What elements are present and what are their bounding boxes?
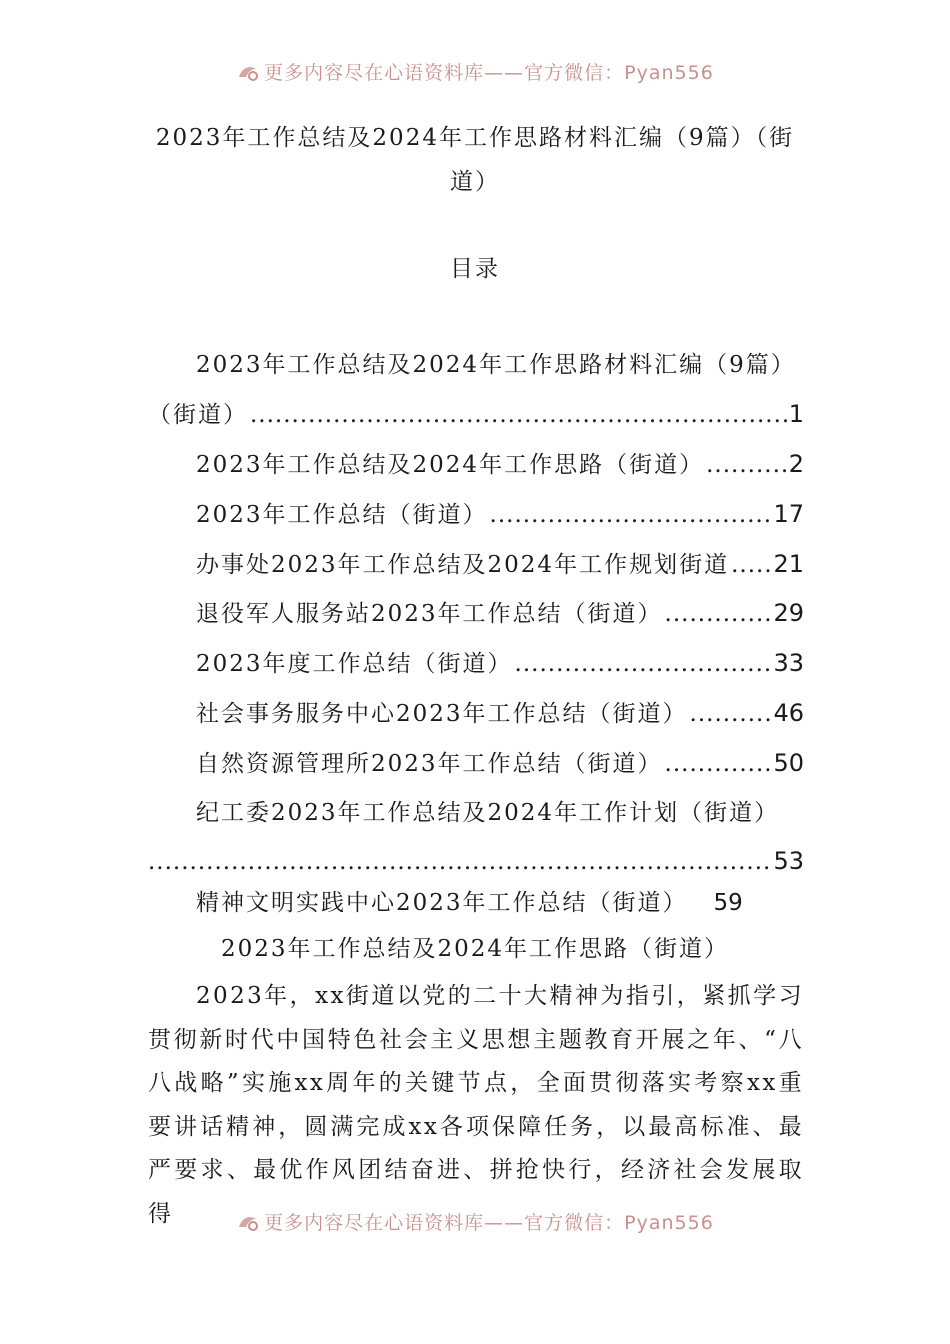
toc-page-number: 50: [773, 749, 804, 777]
toc-page-number: 17: [773, 500, 804, 528]
toc-page-number: 2: [788, 450, 804, 478]
toc-entry-text: 精神文明实践中心2023年工作总结（街道）: [196, 890, 688, 916]
toc-page-number: 59: [713, 890, 743, 916]
toc-entry-text: 退役军人服务站2023年工作总结（街道）: [196, 601, 663, 627]
watermark-top-text: 更多内容尽在心语资料库——官方微信：Pyan556: [264, 62, 714, 84]
toc-leader-dots: [515, 644, 772, 684]
toc-leader-dots: [490, 495, 772, 535]
toc-entry-text: 2023年工作总结（街道）: [196, 502, 488, 528]
toc-heading: 目录: [450, 256, 500, 282]
toc-page-number: 46: [773, 699, 804, 727]
toc-entry-text: 社会事务服务中心2023年工作总结（街道）: [196, 701, 688, 727]
toc-entry-3[interactable]: [196, 494, 804, 534]
body-paragraph: 2023年，xx街道以党的二十大精神为指引，紧抓学习贯彻新时代中国特色社会主义思想主题教育开展之年、“八八战略”实施xx周年的关键节点，全面贯彻落实考察xx重要讲话精神，圆满完成xx各项保障任务，以最高标准、最严要求、最优作风团结奋进、拼抢快行，经济社会发展取得: [148, 983, 804, 1227]
watermark-bottom-text: 更多内容尽在心语资料库——官方微信：Pyan556: [264, 1212, 714, 1234]
toc-entry-9[interactable]: [148, 841, 804, 881]
toc-leader-dots: [148, 842, 771, 882]
toc-entry-text: 2023年工作总结及2024年工作思路（街道）: [196, 452, 705, 478]
toc-page-number: 1: [788, 400, 804, 428]
watermark-top: [0, 58, 950, 85]
toc-entry-9-line1[interactable]: 纪工委2023年工作总结及2024年工作计划（街道）: [196, 800, 780, 826]
toc-entry-text: 办事处2023年工作总结及2024年工作规划街道: [196, 552, 730, 578]
toc-entry-8[interactable]: [196, 743, 804, 783]
toc-entry-1-line1[interactable]: 2023年工作总结及2024年工作思路材料汇编（9篇）: [196, 352, 796, 378]
toc-entry-10[interactable]: [196, 883, 743, 923]
toc-entry-1-line2: （街道）: [148, 402, 248, 428]
toc-entry-1[interactable]: [148, 394, 804, 434]
watermark-logo-icon: [236, 63, 260, 83]
toc-leader-dots: [690, 694, 772, 734]
document-title: 2023年工作总结及2024年工作思路材料汇编（9篇）（街道）: [155, 125, 795, 195]
toc-entry-5[interactable]: [196, 593, 804, 633]
toc-leader-dots: [665, 594, 772, 634]
toc-entry-4[interactable]: [196, 544, 804, 584]
toc-page-number: 21: [773, 550, 804, 578]
toc-entry-text: 自然资源管理所2023年工作总结（街道）: [196, 751, 663, 777]
section-title: 2023年工作总结及2024年工作思路（街道）: [220, 936, 730, 962]
toc-page-number: 53: [773, 847, 804, 875]
watermark-logo-icon: [236, 1213, 260, 1233]
toc-page-number: 29: [773, 599, 804, 627]
toc-leader-dots: [731, 545, 771, 585]
toc-leader-dots: [250, 395, 787, 435]
toc-entry-text: 2023年度工作总结（街道）: [196, 651, 513, 677]
toc-leader-dots: [706, 445, 787, 485]
toc-page-number: 33: [773, 649, 804, 677]
watermark-bottom: [0, 1208, 950, 1235]
toc-entry-6[interactable]: [196, 643, 804, 683]
toc-entry-2[interactable]: [196, 444, 804, 484]
toc-leader-dots: [665, 744, 772, 784]
toc-entry-7[interactable]: [196, 693, 804, 733]
